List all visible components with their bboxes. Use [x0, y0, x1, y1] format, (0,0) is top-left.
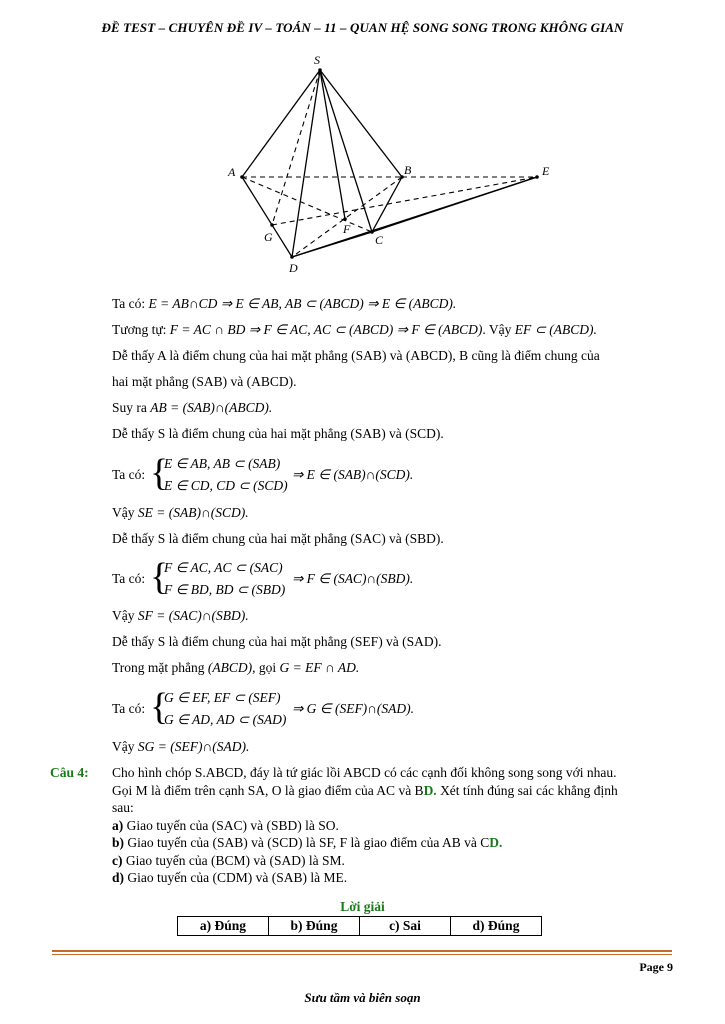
- edge-BD: [292, 177, 402, 257]
- solution-line-1: Ta có: E = AB∩CD ⇒ E ∈ AB, AB ⊂ (ABCD) ⇒ E ∈ (ABCD).: [112, 296, 457, 311]
- answer-b: b) Đúng: [269, 917, 360, 936]
- system-1: Ta có: { E ∈ AB, AB ⊂ (SAB) E ∈ CD, CD ⊂ (SCD) ⇒ E ∈ (SAB)∩(SCD).: [112, 452, 414, 494]
- solution-line-8: Dễ thấy S là điểm chung của hai mặt phẳng (SAC) và (SBD).: [112, 531, 444, 546]
- statement-a: a) Giao tuyến của (SAC) và (SBD) là SO.: [112, 817, 339, 833]
- question-label: Câu 4:: [50, 765, 89, 780]
- system-2: Ta có: { F ∈ AC, AC ⊂ (SAC) F ∈ BD, BD ⊂ (SBD) ⇒ F ∈ (SAC)∩(SBD).: [112, 556, 414, 598]
- solution-line-3: Dễ thấy A là điểm chung của hai mặt phẳng (SAB) và (ABCD), B cũng là điểm chung của: [112, 348, 600, 363]
- edge-AC: [242, 177, 372, 232]
- answer-c: c) Sai: [360, 917, 451, 936]
- edge-SA: [242, 70, 320, 177]
- solution-line-2: Tương tự: F = AC ∩ BD ⇒ F ∈ AC, AC ⊂ (ABCD) ⇒ F ∈ (ABCD). Vậy EF ⊂ (ABCD).: [112, 322, 597, 337]
- page-number: Page 9: [639, 960, 673, 974]
- answer-table: [177, 916, 542, 936]
- label-A: A: [228, 165, 236, 179]
- solution-line-12: Vậy SG = (SEF)∩(SAD).: [112, 739, 250, 754]
- footer-rule: [52, 950, 672, 952]
- edge-SC: [320, 70, 372, 232]
- solution-heading: Lời giải: [340, 899, 385, 914]
- footer-rule-thin: [52, 954, 672, 955]
- solution-line-4: hai mặt phẳng (SAB) và (ABCD).: [112, 374, 297, 389]
- statement-b: b) Giao tuyến của (SAB) và (SCD) là SF, F là giao điểm của AB và CD.: [112, 835, 503, 850]
- label-B: B: [404, 163, 412, 177]
- page-header: ĐỀ TEST – CHUYÊN ĐỀ IV – TOÁN – 11 – QUAN HỆ SONG SONG TRONG KHÔNG GIAN: [101, 20, 624, 35]
- edge-SB: [320, 70, 402, 177]
- solution-line-7: Vậy SE = (SAB)∩(SCD).: [112, 505, 249, 520]
- solution-line-5: Suy ra AB = (SAB)∩(ABCD).: [112, 400, 273, 415]
- page-footer: Sưu tầm và biên soạn: [304, 990, 421, 1005]
- solution-line-11: Trong mặt phẳng (ABCD), gọi G = EF ∩ AD.: [112, 660, 360, 675]
- question-text: Cho hình chóp S.ABCD, đáy là tứ giác lồi ABCD có các cạnh đối không song song với nhau. Gọi M là điểm trên cạnh SA, O là giao điểm của AC và BD. Xét tính đúng sai các khẳng định sau: a) Giao tuyến của (SAC) và (SBD) là SO. b) Giao tuyến của (SAB) và (SCD) là SF, F là giao điểm của AB và CD. c) Giao tuyến của (BCM) và (SAD) là SM. d) Giao tuyến của (CDM) và (SAB) là ME.: [112, 764, 677, 887]
- label-S: S: [314, 53, 320, 67]
- solution-line-6: Dễ thấy S là điểm chung của hai mặt phẳng (SAB) và (SCD).: [112, 426, 444, 441]
- edge-SG: [272, 70, 320, 225]
- pyramid-figure: [220, 52, 560, 277]
- solution-line-10: Dễ thấy S là điểm chung của hai mặt phẳng (SEF) và (SAD).: [112, 634, 442, 649]
- edge-GE: [272, 177, 537, 225]
- system-3: Ta có: { G ∈ EF, EF ⊂ (SEF) G ∈ AD, AD ⊂ (SAD) ⇒ G ∈ (SEF)∩(SAD).: [112, 686, 415, 728]
- label-D: D: [289, 261, 298, 275]
- solution-line-9: Vậy SF = (SAC)∩(SBD).: [112, 608, 249, 623]
- edge-DE: [292, 177, 537, 257]
- answer-a: a) Đúng: [178, 917, 269, 936]
- statement-c: c) Giao tuyến của (BCM) và (SAD) là SM.: [112, 852, 345, 868]
- statement-d: d) Giao tuyến của (CDM) và (SAB) là ME.: [112, 870, 348, 885]
- edge-AD: [242, 177, 292, 257]
- label-E: E: [542, 164, 550, 178]
- edge-SF: [320, 70, 345, 219]
- label-G: G: [264, 230, 273, 244]
- edge-SD: [292, 70, 320, 257]
- answer-d: d) Đúng: [451, 917, 542, 936]
- label-C: C: [375, 233, 384, 247]
- label-F: F: [343, 222, 351, 236]
